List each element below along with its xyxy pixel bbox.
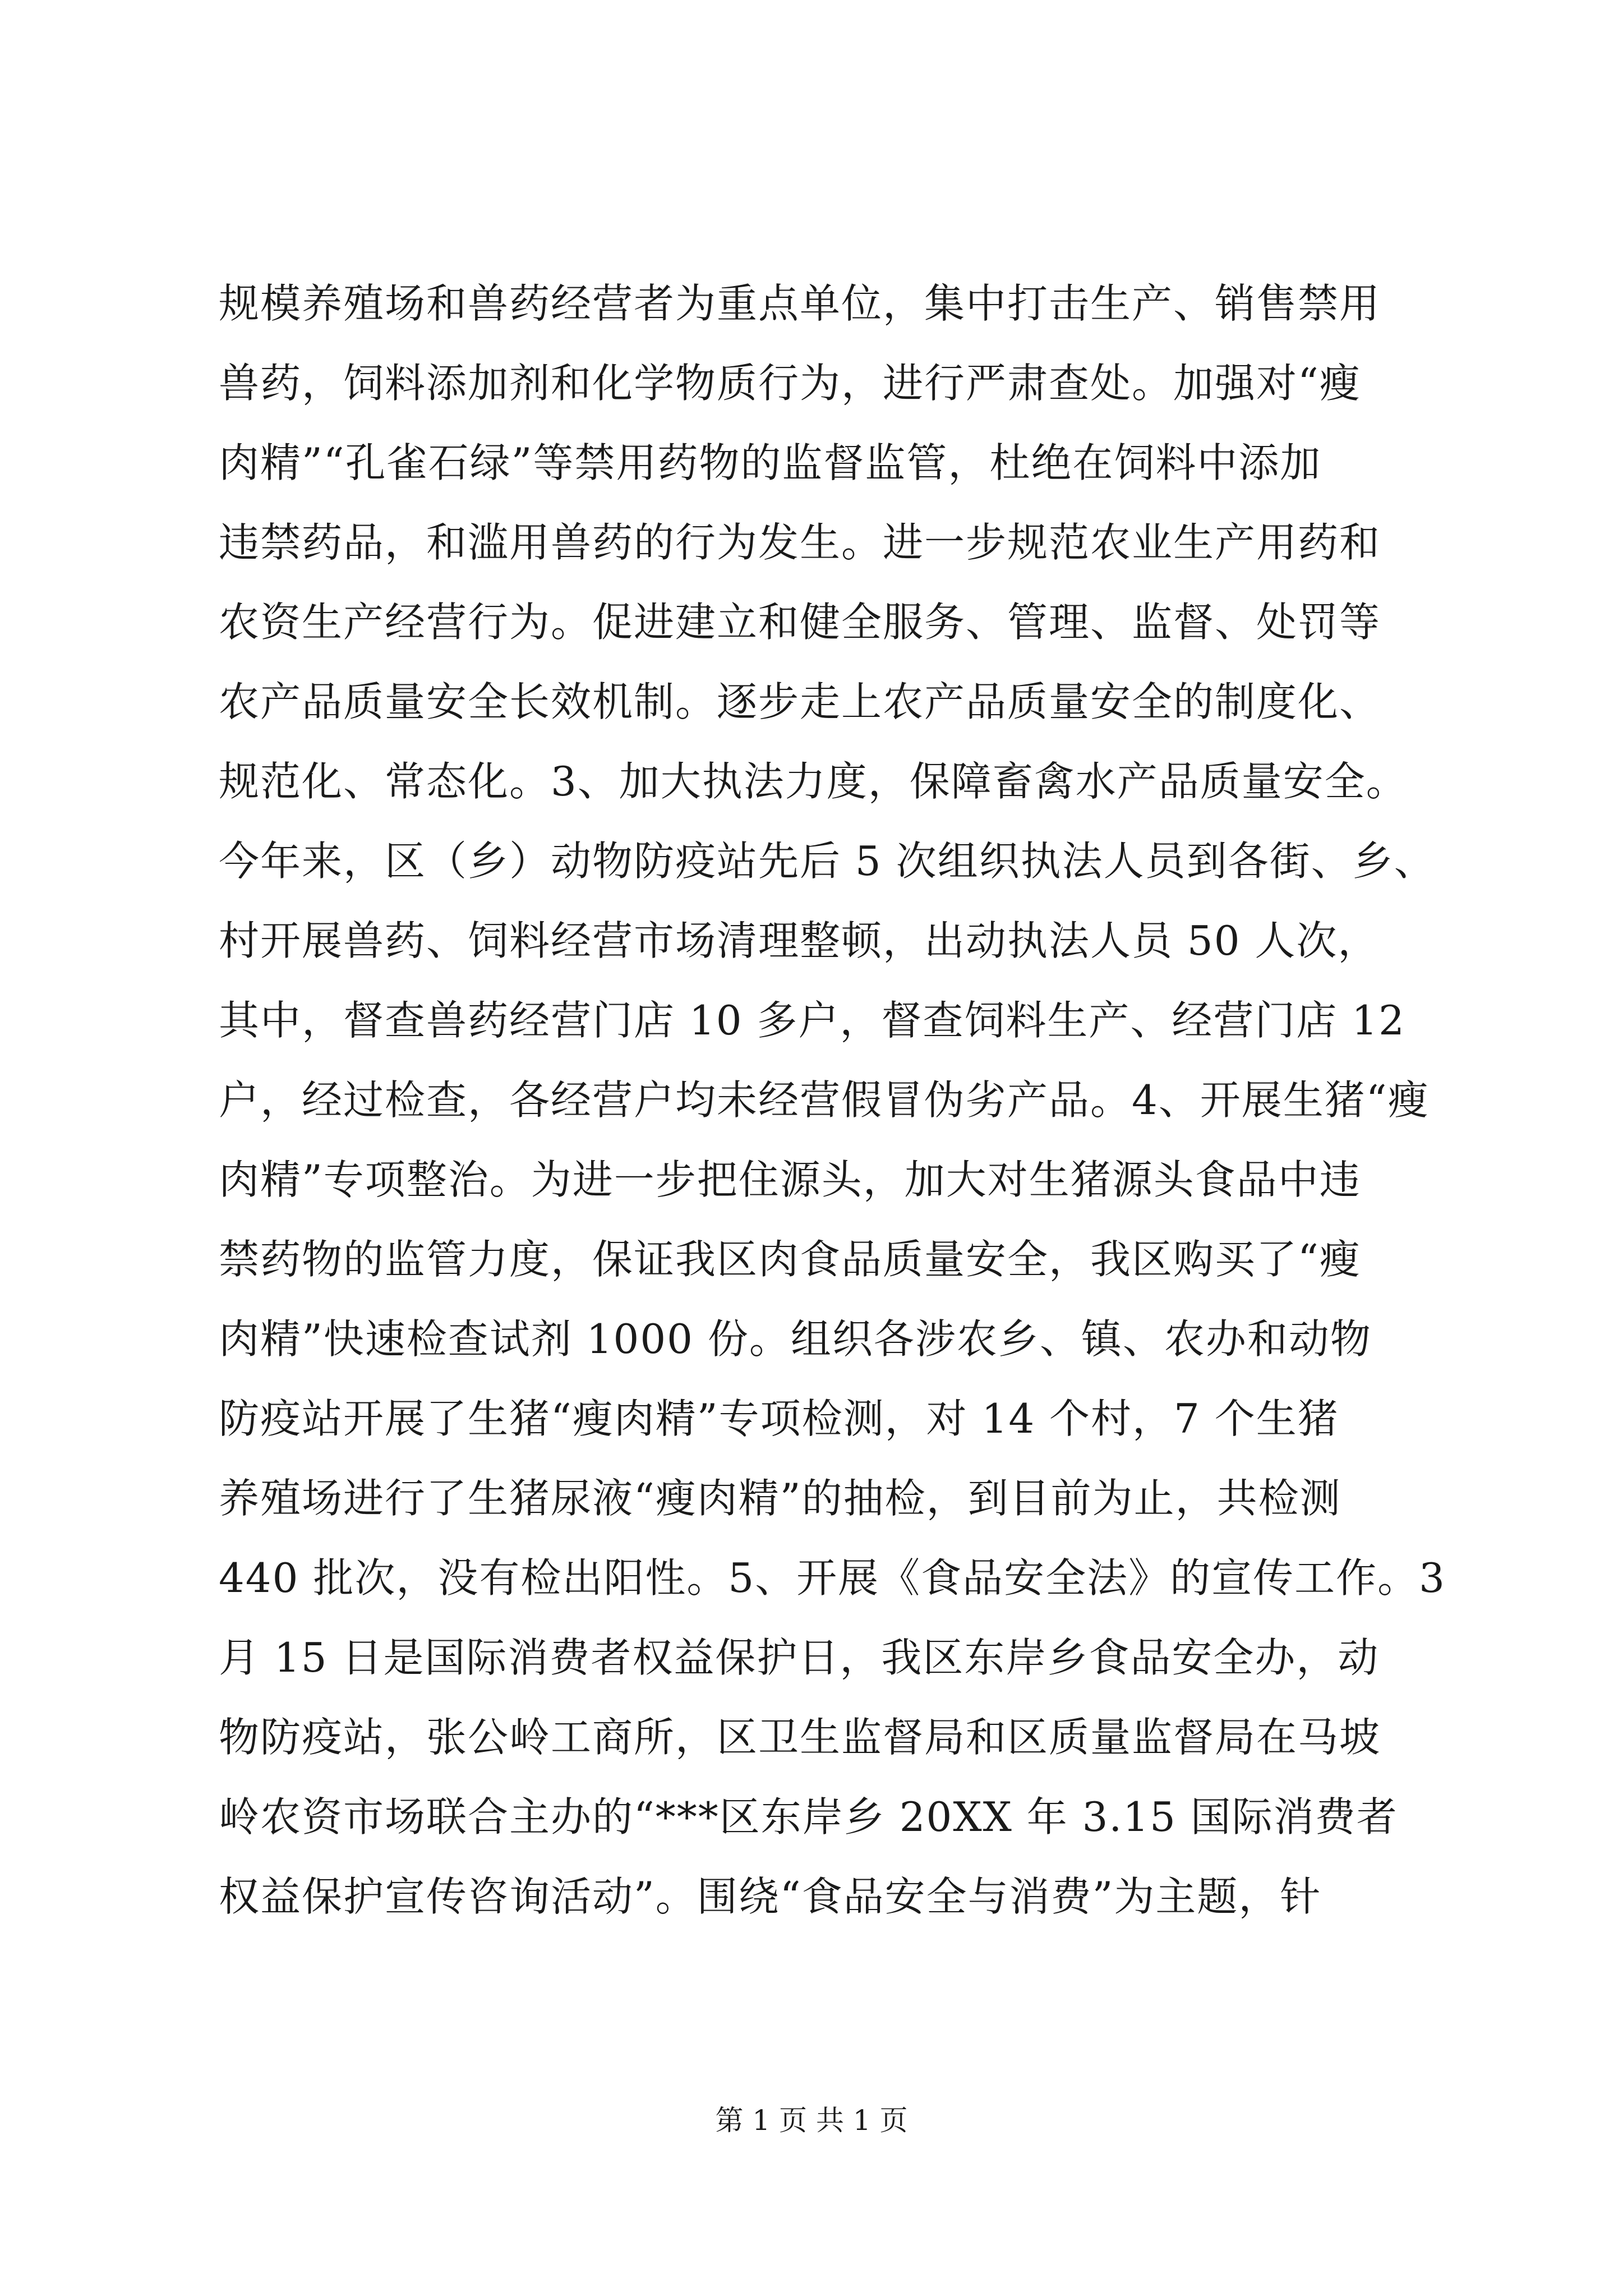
text-line-12: 肉精”专项整治。为进一步把住源头，加大对生猪源头食品中违 [219, 1156, 1361, 1203]
text-line-9: 村开展兽药、饲料经营市场清理整顿，出动执法人员 50 人次， [219, 917, 1380, 964]
text-line-4: 违禁药品，和滥用兽药的行为发生。进一步规范农业生产用药和 [219, 519, 1381, 566]
text-line-5: 农资生产经营行为。促进建立和健全服务、管理、监督、处罚等 [219, 599, 1381, 646]
text-line-13: 禁药物的监管力度，保证我区肉食品质量安全，我区购买了“瘦 [219, 1236, 1361, 1283]
text-line-17: 440 批次，没有检出阳性。5、开展《食品安全法》的宣传工作。3 [219, 1554, 1446, 1602]
text-line-8: 今年来，区（乡）动物防疫站先后 5 次组织执法人员到各街、乡、 [219, 838, 1436, 885]
text-line-1: 规模养殖场和兽药经营者为重点单位，集中打击生产、销售禁用 [219, 280, 1381, 327]
text-line-15: 防疫站开展了生猪“瘦肉精”专项检测，对 14 个村，7 个生猪 [219, 1395, 1339, 1442]
text-line-6: 农产品质量安全长效机制。逐步走上农产品质量安全的制度化、 [219, 678, 1381, 725]
text-line-20: 岭农资市场联合主办的“***区东岸乡 20XX 年 3.15 国际消费者 [219, 1793, 1398, 1841]
text-line-21: 权益保护宣传咨询活动”。围绕“食品安全与消费”为主题，针 [219, 1873, 1322, 1920]
text-line-19: 物防疫站，张公岭工商所，区卫生监督局和区质量监督局在马坡 [219, 1714, 1381, 1761]
text-line-18: 月 15 日是国际消费者权益保护日，我区东岸乡食品安全办，动 [219, 1634, 1380, 1681]
text-line-14: 肉精”快速检查试剂 1000 份。组织各涉农乡、镇、农办和动物 [219, 1315, 1372, 1363]
text-line-11: 户，经过检查，各经营户均未经营假冒伪劣产品。4、开展生猪“瘦 [219, 1076, 1430, 1124]
text-line-3: 肉精”“孔雀石绿”等禁用药物的监督监管，杜绝在饲料中添加 [219, 439, 1322, 486]
text-line-7: 规范化、常态化。3、加大执法力度，保障畜禽水产品质量安全。 [219, 758, 1408, 805]
text-line-2: 兽药，饲料添加剂和化学物质行为，进行严肃查处。加强对“瘦 [219, 360, 1361, 407]
text-line-16: 养殖场进行了生猪尿液“瘦肉精”的抽检，到目前为止，共检测 [219, 1475, 1341, 1522]
page-footer: 第 1 页 共 1 页 [715, 2104, 908, 2137]
text-line-10: 其中，督查兽药经营门店 10 多户，督查饲料生产、经营门店 12 [219, 997, 1405, 1044]
body-text [219, 264, 1446, 1936]
